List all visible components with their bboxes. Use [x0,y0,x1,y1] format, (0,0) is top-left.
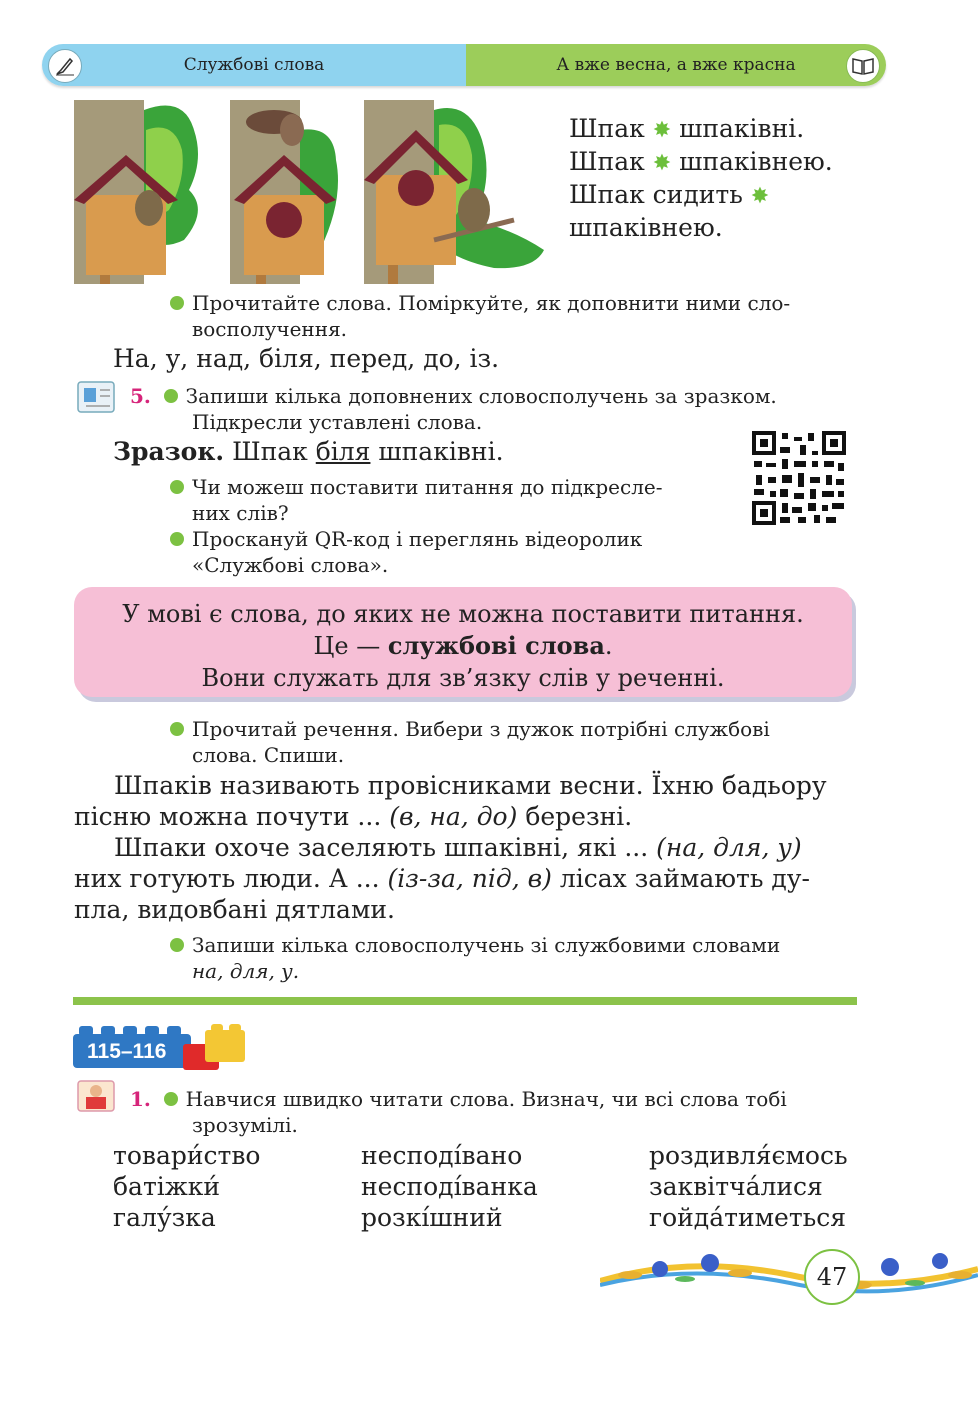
bullet-icon [170,938,184,952]
sample-sentence: Зразок. Шпак біля шпаківні. [113,437,504,466]
blank-marker-icon: ✸ [652,151,672,176]
reading-task-icon [74,1077,118,1115]
bullet-icon [164,1092,178,1106]
rule-line-1: У мові є слова, до яких не можна поставити питання. [122,600,804,628]
pen-icon [48,49,82,83]
write-task-icon [74,378,118,416]
flower-wreath-decoration [600,1245,978,1305]
bullet-icon [164,389,178,403]
blank-marker-icon: ✸ [652,118,672,143]
function-words-list: На, у, над, біля, перед, до, із. [113,344,500,373]
exercise-number: 1. [130,1087,151,1111]
exercise-1: 1. Навчися швидко читати слова. Визнач, чи всі слова тобі зрозумілі. [130,1087,787,1137]
word-column-3: роздивля́ємось заквітча́лися гойда́тиметься [649,1141,848,1232]
phrase-line-1: Шпак ✸ шпаківні. [569,114,805,143]
word-column-1: товари́ство батіжки́ галу́зка [113,1141,261,1232]
lesson-number: 115–116 [87,1040,167,1063]
header-chapter-title: А вже весна, а вже красна [466,44,886,86]
exercise-5-questions: Чи можеш поставити питання до підкресле- них слів? Проскануй QR-код і переглянь відеоролик «Службові слова». [170,474,720,578]
phrase-line-4: шпаківнею. [569,213,723,242]
rule-line-2: Це — службові слова. [313,631,613,660]
word-column-2: несподі́вано несподі́ванка розкі́шний [361,1141,538,1232]
task-write-phrases: Запиши кілька словосполучень зі службовими словами на, для, у. [170,932,860,984]
exercise-number: 5. [130,384,151,408]
rule-box [74,587,852,697]
exercise-5: 5. Запиши кілька доповнених словосполучень за зразком. Підкресли уставлені слова. [130,384,777,434]
text-paragraph-2: Шпаки охоче заселяють шпаківні, які ... (на, для, у) них готують люди. А ... (із-за, під, в) лісах займають ду- пла, видовбані дятлами. [74,833,810,924]
blank-marker-icon: ✸ [750,184,770,209]
phrase-line-2: Шпак ✸ шпаківнею. [569,147,833,176]
page-number: 47 [804,1249,860,1305]
section-divider [73,997,857,1005]
bullet-icon [170,480,184,494]
bullet-icon [170,722,184,736]
phrase-line-3: Шпак сидить ✸ [569,180,770,209]
bullet-icon [170,296,184,310]
bullet-icon [170,532,184,546]
page-header [42,44,886,86]
birdhouses-illustration [74,100,552,284]
rule-line-3: Вони служать для зв’язку слів у реченні. [201,664,725,692]
qr-code-icon[interactable] [752,431,846,525]
task-read-words: Прочитайте слова. Поміркуйте, як доповнити ними сло- восполучення. [170,290,860,342]
fill-in-phrases [569,113,869,243]
lesson-badge [73,1022,249,1074]
text-paragraph-1: Шпаків називають провісниками весни. Їхню бадьору пісню можна почути ... (в, на, до) березні. [74,771,827,831]
task-choose-words: Прочитай речення. Вибери з дужок потрібні службові слова. Спиши. [170,716,860,768]
header-section-title: Службові слова [42,44,466,86]
book-icon [846,49,880,83]
